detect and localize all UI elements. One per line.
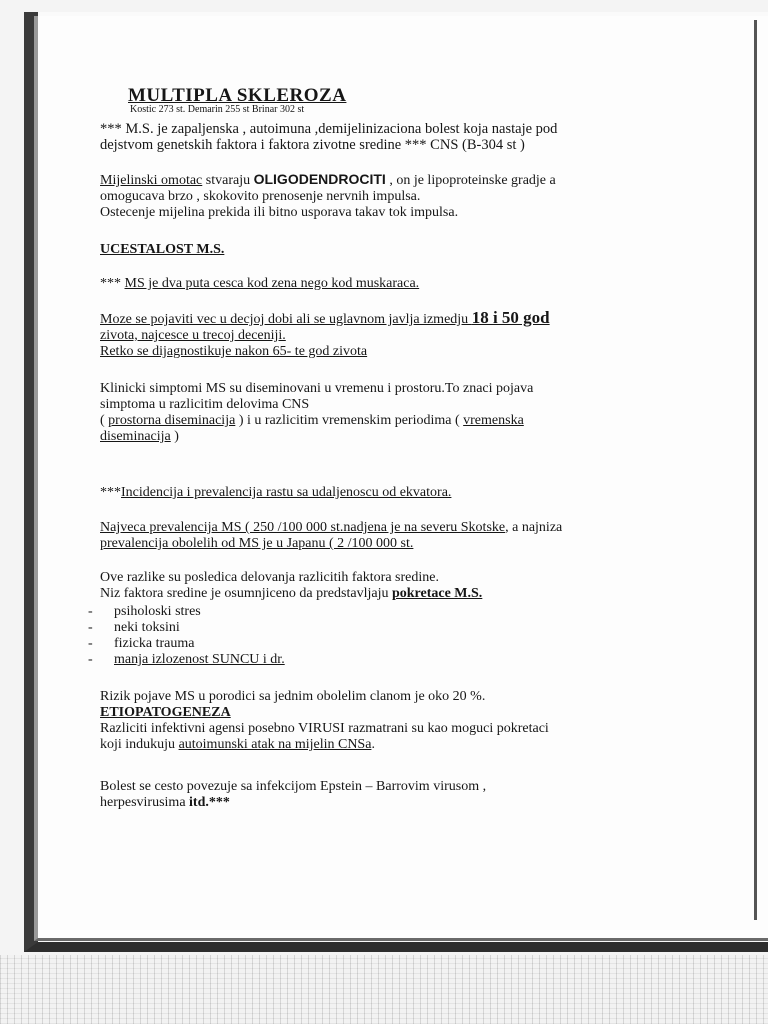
clinical-paragraph — [100, 381, 700, 445]
page-right-edge — [754, 20, 757, 920]
clinical-line-3 — [100, 413, 700, 429]
document-title: MULTIPLA SKLEROZA — [128, 85, 347, 106]
gender-stars: *** — [100, 276, 125, 291]
mielin-term: Mijelinski omotac — [100, 173, 203, 188]
prevalence-paragraph — [100, 520, 700, 552]
factors-intro: Niz faktora sredine je osumnjiceno da predstavljaju — [100, 586, 392, 601]
list-item — [88, 620, 688, 636]
list-item-text: neki toksini — [114, 620, 180, 635]
clinical-paren-close: ) — [170, 429, 179, 444]
temporal-dissemination-2: diseminacija — [100, 429, 171, 444]
mielin-line-3: Ostecenje mijelina prekida ili bitno usporava takav tok impulsa. — [100, 205, 459, 220]
list-dash: - — [88, 652, 93, 667]
age-line-2: zivota, najcesce u trecoj deceniji. — [100, 328, 286, 343]
gender-text: MS je dva puta cesca kod zena nego kod muskaraca. — [124, 276, 420, 291]
risk-paragraph — [100, 689, 700, 753]
gender-paragraph — [100, 276, 700, 292]
mielin-mid: stvaraju — [202, 173, 254, 188]
clinical-mid: ) i u razlicitim vremenskim periodima ( — [235, 413, 464, 428]
list-item — [88, 636, 688, 652]
etio-intro: koji indukuju — [100, 737, 179, 752]
spatial-dissemination: prostorna diseminacija — [108, 413, 236, 428]
intro-line-1: *** M.S. je zapaljenska , autoimuna ,demijelinizaciona bolest koja nastaje pod — [100, 121, 558, 137]
list-dash: - — [88, 620, 93, 635]
oligodendrociti-term: OLIGODENDROCITI — [253, 171, 386, 187]
age-line-1 — [100, 310, 700, 328]
list-dash: - — [88, 636, 93, 651]
mielin-line-1 — [100, 171, 700, 189]
etio-line-2 — [100, 737, 700, 753]
age-text: Moze se pojaviti vec u decjoj dobi ali se uglavnom javlja izmedju — [100, 312, 472, 327]
age-line-3: Retko se dijagnostikuje nakon 65- te god zivota — [100, 344, 368, 359]
ebv-line-1: Bolest se cesto povezuje sa infekcijom Epstein – Barrovim virusom , — [100, 779, 487, 794]
heading-etiopatogeneza: ETIOPATOGENEZA — [100, 705, 231, 720]
list-item-text: manja izlozenost SUNCU i dr. — [114, 652, 285, 667]
factors-list — [88, 604, 688, 668]
intro-line-2: dejstvom genetskih faktora i faktora zivotne sredine *** CNS (B-304 st ) — [100, 137, 525, 153]
clinical-line-1: Klinicki simptomi MS su diseminovani u vremenu i prostoru.To znaci pojava — [100, 381, 534, 396]
mielin-tail: , on je lipoproteinske gradje a — [385, 173, 556, 188]
ebv-paragraph — [100, 779, 700, 811]
incidence-text: Incidencija i prevalencija rastu sa udaljenoscu od ekvatora. — [121, 485, 452, 500]
scan-noise-strip — [0, 955, 768, 1024]
clinical-paren-open: ( — [100, 413, 109, 428]
factors-line-1: Ove razlike su posledica delovanja razlicitih faktora sredine. — [100, 570, 439, 585]
etio-line-1: Razliciti infektivni agensi posebno VIRUSI razmatrani su kao moguci pokretaci — [100, 721, 549, 736]
document-authors: Kostic 273 st. Demarin 255 st Brinar 302 st — [130, 104, 305, 115]
list-item — [88, 604, 688, 620]
gender-line — [100, 276, 700, 292]
ebv-line-2 — [100, 795, 700, 811]
list-item-text: psiholoski stres — [114, 604, 201, 619]
factors-line-2 — [100, 586, 700, 602]
incidence-paragraph — [100, 485, 700, 501]
risk-line: Rizik pojave MS u porodici sa jednim obolelim clanom je oko 20 %. — [100, 689, 486, 704]
etio-period: . — [371, 737, 375, 752]
prevalence-tail: , a najniza — [505, 520, 563, 535]
age-range: 18 i 50 god — [471, 308, 550, 327]
clinical-line-2: simptoma u razlicitim delovima CNS — [100, 397, 310, 412]
list-item-text: fizicka trauma — [114, 636, 195, 651]
mielin-paragraph — [100, 171, 700, 221]
ebv-etc: itd.*** — [189, 795, 230, 810]
intro-paragraph — [100, 121, 700, 153]
title-block — [100, 80, 700, 115]
list-item — [88, 652, 688, 668]
prevalence-line-1 — [100, 520, 700, 536]
list-dash: - — [88, 604, 93, 619]
autoimmune-attack: autoimunski atak na mijelin CNSa — [178, 737, 372, 752]
ebv-herpes: herpesvirusima — [100, 795, 190, 810]
ucestalost-heading-block — [100, 242, 700, 258]
prevalence-line-2: prevalencija obolelih od MS je u Japanu ( 2 /100 000 st. — [100, 536, 414, 551]
prevalence-scotland: Najveca prevalencija MS ( 250 /100 000 st.nadjena je na severu Skotske — [100, 520, 506, 535]
age-paragraph — [100, 310, 700, 360]
mielin-line-2: omogucava brzo , skokovito prenosenje nervnih impulsa. — [100, 189, 421, 204]
clinical-line-4 — [100, 429, 700, 445]
triggers-term: pokretace M.S. — [391, 586, 483, 601]
temporal-dissemination-1: vremenska — [463, 413, 524, 428]
heading-ucestalost: UCESTALOST M.S. — [100, 242, 225, 257]
incidence-line — [100, 485, 700, 501]
incidence-stars: *** — [100, 485, 121, 500]
factors-paragraph — [100, 570, 700, 602]
